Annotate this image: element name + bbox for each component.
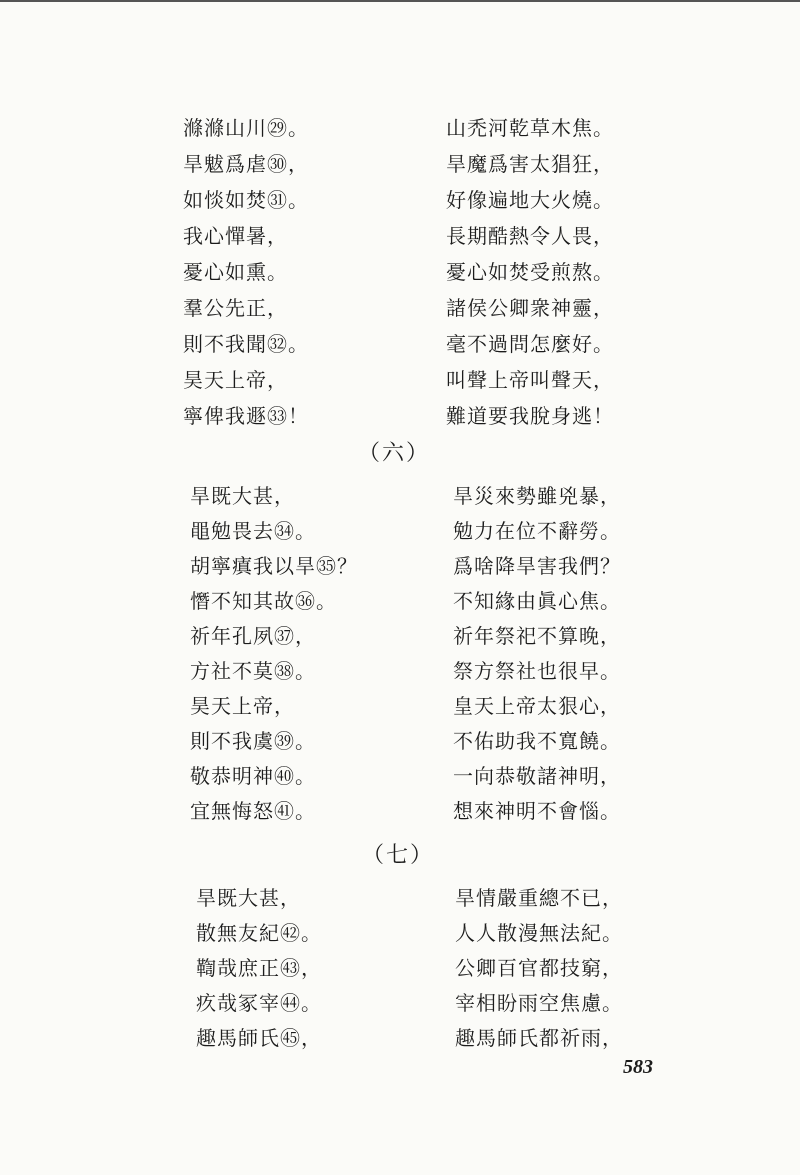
poem-line: 趣馬師氏㊺， <box>196 1026 322 1050</box>
translation-line: 勉力在位不辭勞。 <box>453 519 621 543</box>
poem-line: 方社不莫㊳。 <box>190 659 316 683</box>
section-heading-7: （七） <box>362 843 435 868</box>
poem-line: 鞫哉庶正㊸， <box>196 956 322 980</box>
poem-line: 敬恭明神㊵。 <box>190 764 316 788</box>
translation-line: 憂心如焚受煎熬。 <box>446 260 614 284</box>
poem-line: 羣公先正， <box>183 296 288 320</box>
poem-line: 旱既大甚， <box>196 886 301 910</box>
poem-line: 散無友紀㊷。 <box>196 921 322 945</box>
translation-line: 毫不過問怎麼好。 <box>446 332 614 356</box>
poem-line: 滌滌山川㉙。 <box>183 116 309 140</box>
poem-line: 則不我聞㉜。 <box>183 332 309 356</box>
poem-line: 祈年孔夙㊲， <box>190 624 316 648</box>
translation-line: 旱情嚴重總不已， <box>455 886 623 910</box>
translation-line: 想來神明不會惱。 <box>453 799 621 823</box>
poem-line: 憯不知其故㊱。 <box>190 589 337 613</box>
poem-line: 如惔如焚㉛。 <box>183 188 309 212</box>
translation-line: 不知緣由眞心焦。 <box>453 589 621 613</box>
translation-line: 旱災來勢雖兇暴， <box>453 484 621 508</box>
translation-line: 祭方祭社也很早。 <box>453 659 621 683</box>
poem-line: 疚哉冢宰㊹。 <box>196 991 322 1015</box>
poem-line: 旱既大甚， <box>190 484 295 508</box>
page-number: 583 <box>623 1056 653 1078</box>
translation-line: 難道要我脫身逃！ <box>446 404 614 428</box>
translation-line: 爲啥降旱害我們？ <box>453 554 621 578</box>
translation-line: 宰相盼雨空焦慮。 <box>455 991 623 1015</box>
translation-line: 長期酷熱令人畏， <box>446 224 614 248</box>
translation-line: 趣馬師氏都祈雨， <box>455 1026 623 1050</box>
poem-line: 胡寧瘨我以旱㉟？ <box>190 554 358 578</box>
translation-line: 人人散漫無法紀。 <box>455 921 623 945</box>
translation-line: 山禿河乾草木焦。 <box>446 116 614 140</box>
translation-line: 諸侯公卿衆神靈， <box>446 296 614 320</box>
translation-line: 一向恭敬諸神明， <box>453 764 621 788</box>
poem-line: 旱魃爲虐㉚， <box>183 152 309 176</box>
translation-line: 祈年祭祀不算晚， <box>453 624 621 648</box>
poem-line: 宜無悔怒㊶。 <box>190 799 316 823</box>
poem-line: 憂心如熏。 <box>183 260 288 284</box>
poem-line: 昊天上帝， <box>190 694 295 718</box>
poem-line: 黽勉畏去㉞。 <box>190 519 316 543</box>
section-heading-6: （六） <box>358 441 431 466</box>
translation-line: 不佑助我不寬饒。 <box>453 729 621 753</box>
translation-line: 公卿百官都技窮， <box>455 956 623 980</box>
poem-line: 則不我虞㊴。 <box>190 729 316 753</box>
translation-line: 旱魔爲害太猖狂， <box>446 152 614 176</box>
poem-line: 寧俾我遯㉝！ <box>183 404 309 428</box>
translation-line: 皇天上帝太狠心， <box>453 694 621 718</box>
poem-line: 我心憚暑， <box>183 224 288 248</box>
translation-line: 好像遍地大火燒。 <box>446 188 614 212</box>
top-border <box>0 0 800 2</box>
translation-line: 叫聲上帝叫聲天， <box>446 368 614 392</box>
poem-line: 昊天上帝， <box>183 368 288 392</box>
